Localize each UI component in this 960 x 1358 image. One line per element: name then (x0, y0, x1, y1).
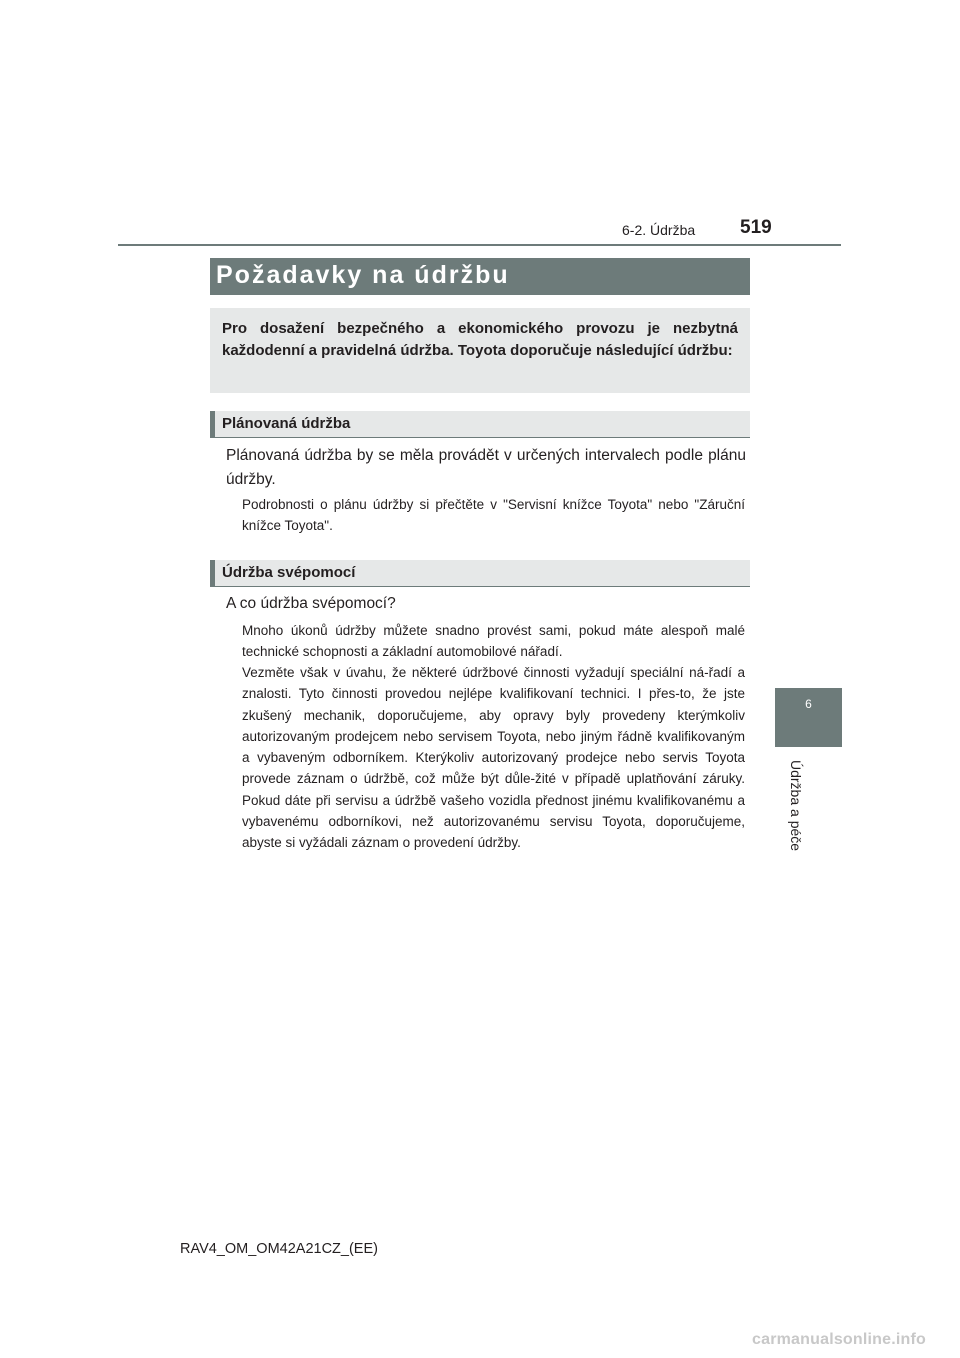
header-rule (118, 244, 841, 246)
page-title: Požadavky na údržbu (216, 261, 510, 289)
section-heading-planned-maintenance (210, 411, 750, 438)
title-bar (210, 258, 750, 295)
self-maintenance-paragraph: Mnoho úkonů údržby můžete snadno provést sami, pokud máte alespoň malé technické schopnosti a základní automobilové nářadí. (242, 623, 745, 660)
section-heading-self-maintenance (210, 560, 750, 587)
section-heading-text: Plánovaná údržba (222, 415, 351, 432)
header-section: 6-2. Údržba (622, 222, 696, 238)
section-heading-accent (210, 411, 215, 437)
section-heading-accent (210, 560, 215, 586)
intro-box (210, 308, 750, 393)
page-number: 519 (740, 217, 772, 238)
self-maintenance-lead: A co údržba svépomocí? (226, 595, 396, 612)
planned-maintenance-lead: Plánovaná údržba by se měla provádět v určených intervalech podle plánu údržby. (226, 447, 746, 488)
self-maintenance-paragraph: Vezměte však v úvahu, že některé údržbové činnosti vyžadují speciální ná-řadí a znalosti. Tyto činnosti provedou nejlépe kvalifikovaní technici. I přes-to, že jste zkušený mechanik, doporučujeme, aby opravy byly provedeny kterýmkoliv autorizovaným prodejcem nebo servisem Toyota, nebo jiným řádně kvalifikovaným a vybaveným odborníkem. Kterýkoliv autorizovaný prodejce nebo servis Toyota provede záznam o údržbě, což může být důle-žité v případě uplatňování záruky. Pokud dáte při servisu a údržbě vašeho vozidla přednost jinému kvalifikovanému a vybavenému odborníkovi, než autorizovanému servisu Toyota, doporučujeme, abyste si vyžádali záznam o provedení údržby. (242, 665, 745, 851)
intro-text: Pro dosažení bezpečného a ekonomického provozu je nezbytná každodenní a pravidelná údržba. Toyota doporučuje následující údržbu: (222, 320, 738, 359)
chapter-tab (775, 688, 842, 747)
watermark: carmanualsonline.info (752, 1331, 927, 1348)
chapter-tab-number: 6 (805, 697, 812, 711)
section-heading-text: Údržba svépomocí (222, 564, 356, 581)
planned-maintenance-note: Podrobnosti o plánu údržby si přečtěte v "Servisní knížce Toyota" nebo "Záruční knížce Toyota". (242, 497, 745, 534)
chapter-tab-label: Údržba a péče (788, 760, 804, 852)
document-footer: RAV4_OM_OM42A21CZ_(EE) (180, 1241, 378, 1257)
